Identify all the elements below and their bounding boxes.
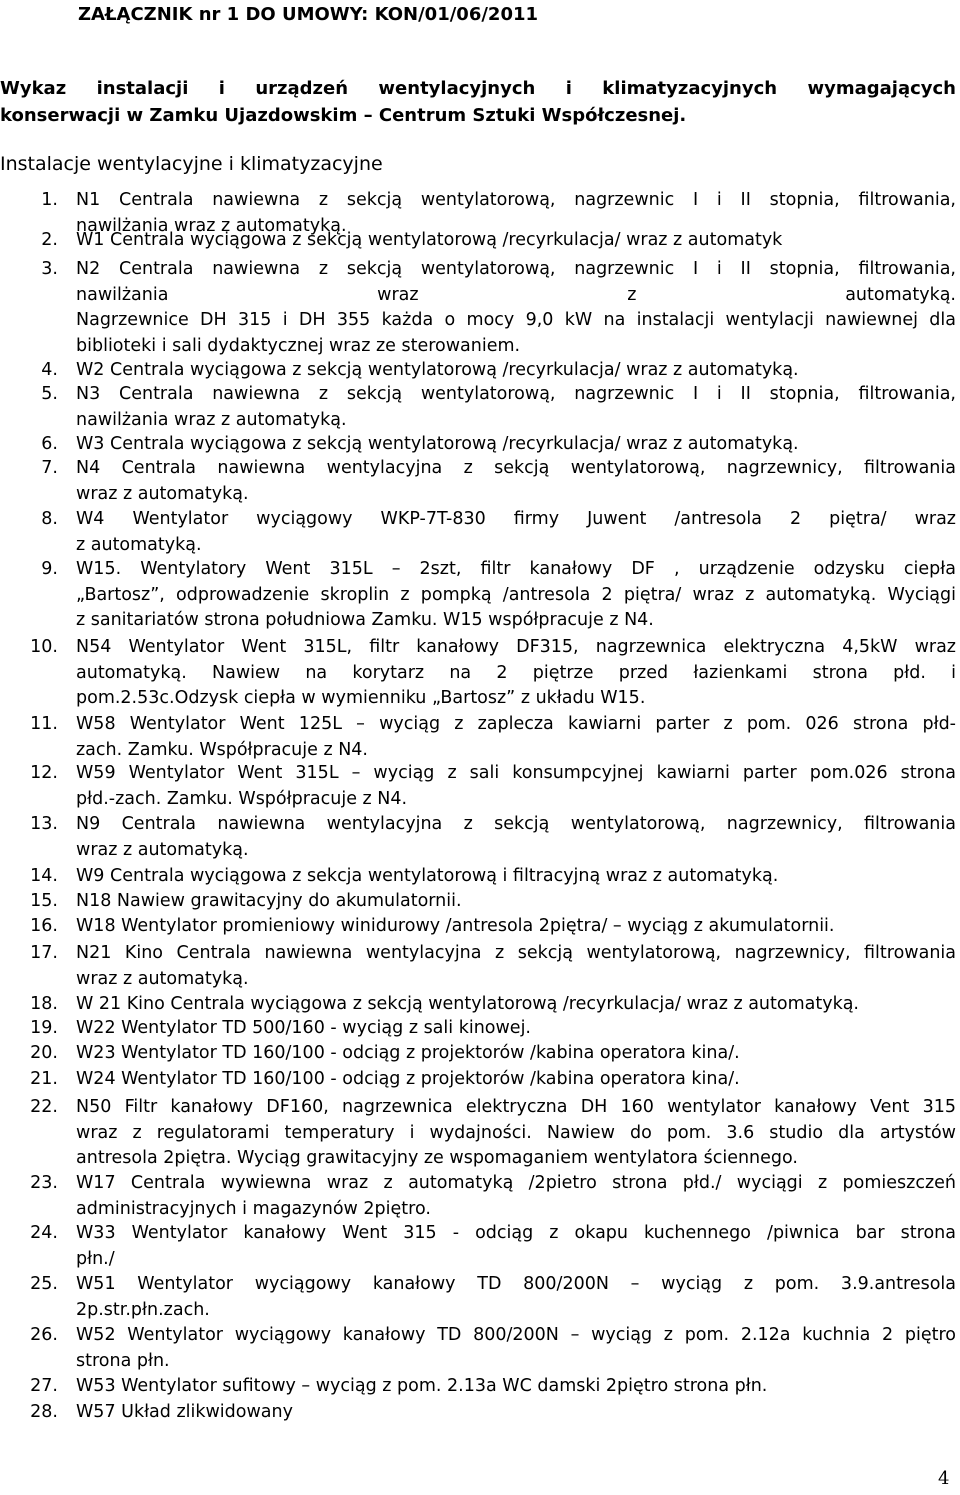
list-item-line: W33 Wentylator kanałowy Went 315 - odciąg z okapu kuchennego /piwnica bar strona [76,1223,956,1243]
list-item-line: automatyką. Nawiew na korytarz na 2 piętrze przed łazienkami strona płd. i [76,662,956,683]
list-item-number: 4. [41,360,58,380]
list-item-line: W18 Wentylator promieniowy winidurowy /antresola 2piętra/ – wyciąg z akumulatornii. [76,916,835,936]
list-item-number: 11. [30,714,58,734]
list-item-number: 26. [30,1325,58,1345]
list-item-number: 23. [30,1173,58,1193]
list-item-number: 10. [30,637,58,657]
list-item-line: N21 Kino Centrala nawiewna wentylacyjna z sekcją wentylatorową, nagrzewnicy, filtrowania [76,943,956,963]
list-item-number: 14. [30,866,58,886]
list-item-number: 2. [41,230,58,250]
list-item-number: 25. [30,1274,58,1294]
list-item-number: 17. [30,943,58,963]
list-item-number: 16. [30,916,58,936]
list-item-line: W57 Układ zlikwidowany [76,1402,293,1422]
list-item-line: W59 Wentylator Went 315L – wyciąg z sali konsumpcyjnej kawiarni parter pom.026 strona [76,763,956,783]
list-item-line: wraz z regulatorami temperatury i wydajności. Nawiew do pom. 3.6 studio dla artystów [76,1122,956,1143]
list-item-line: z automatyką. [76,534,202,555]
list-item-line: nawilżania wraz z automatyką. [76,284,956,305]
list-item-line: W 21 Kino Centrala wyciągowa z sekcją wentylatorową /recyrkulacja/ wraz z automatyką. [76,994,859,1014]
list-item-line: antresola 2piętra. Wyciąg grawitacyjny ze wspomaganiem wentylatora ściennego. [76,1148,798,1169]
list-item-line: N3 Centrala nawiewna z sekcją wentylatorową, nagrzewnic I i II stopnia, filtrowania, [76,384,956,404]
list-item-number: 22. [30,1097,58,1117]
list-item-line: N4 Centrala nawiewna wentylacyjna z sekcją wentylatorową, nagrzewnicy, filtrowania [76,458,956,478]
list-item-number: 5. [41,384,58,404]
attachment-title: ZAŁĄCZNIK nr 1 DO UMOWY: KON/01/06/2011 [78,4,539,25]
list-item-line: wraz z automatyką. [76,968,249,989]
list-item-line: N1 Centrala nawiewna z sekcją wentylatorową, nagrzewnic I i II stopnia, filtrowania, [76,190,956,210]
list-item-number: 1. [41,190,58,210]
document-title-line-2: konserwacji w Zamku Ujazdowskim – Centrum Sztuki Współczesnej. [0,105,687,126]
list-item-line: nawilżania wraz z automatyką. [76,215,347,236]
list-item-line: W58 Wentylator Went 125L – wyciąg z zaplecza kawiarni parter z pom. 026 strona płd- [76,714,956,734]
list-item-number: 6. [41,434,58,454]
list-item-number: 15. [30,891,58,911]
list-item-line: W1 Centrala wyciągowa z sekcją wentylatorową /recyrkulacja/ wraz z automatyk [76,230,783,250]
list-item-line: nawilżania wraz z automatyką. [76,409,347,430]
list-item-line: strona płn. [76,1350,170,1371]
list-item-line: W23 Wentylator TD 160/100 - odciąg z projektorów /kabina operatora kina/. [76,1043,740,1063]
section-title: Instalacje wentylacyjne i klimatyzacyjne [0,153,383,175]
list-item-number: 3. [41,259,58,279]
list-item-number: 12. [30,763,58,783]
list-item-line: zach. Zamku. Współpracuje z N4. [76,739,368,760]
list-item-line: W51 Wentylator wyciągowy kanałowy TD 800/200N – wyciąg z pom. 3.9.antresola [76,1274,956,1294]
list-item-line: z sanitariatów strona południowa Zamku. W15 współpracuje z N4. [76,610,654,631]
list-item-line: W2 Centrala wyciągowa z sekcją wentylatorową /recyrkulacja/ wraz z automatyką. [76,360,799,380]
list-item-number: 28. [30,1402,58,1422]
list-item-number: 18. [30,994,58,1014]
list-item-line: Nagrzewnice DH 315 i DH 355 każda o mocy 9,0 kW na instalacji wentylacji nawiewnej dla [76,310,956,331]
list-item-number: 20. [30,1043,58,1063]
list-item-number: 24. [30,1223,58,1243]
list-item-line: W9 Centrala wyciągowa z sekcja wentylatorową i filtracyjną wraz z automatyką. [76,866,779,886]
list-item-number: 13. [30,814,58,834]
list-item-line: N50 Filtr kanałowy DF160, nagrzewnica elektryczna DH 160 wentylator kanałowy Vent 315 [76,1097,956,1117]
list-item-line: pom.2.53c.Odzysk ciepła w wymienniku „Bartosz” z układu W15. [76,688,646,709]
list-item-line: W4 Wentylator wyciągowy WKP-7T-830 firmy Juwent /antresola 2 piętra/ wraz [76,509,956,529]
list-item-line: płn./ [76,1248,115,1269]
list-item-number: 7. [41,458,58,478]
list-item-line: „Bartosz”, odprowadzenie skroplin z pompką /antresola 2 piętra/ wraz z automatyką. Wyciągi [76,584,956,605]
list-item-line: W22 Wentylator TD 500/160 - wyciąg z sali kinowej. [76,1018,531,1038]
list-item-line: W3 Centrala wyciągowa z sekcją wentylatorową /recyrkulacja/ wraz z automatyką. [76,434,799,454]
list-item-line: administracyjnych i magazynów 2piętro. [76,1198,431,1219]
list-item-number: 8. [41,509,58,529]
list-item-number: 21. [30,1069,58,1089]
list-item-line: W52 Wentylator wyciągowy kanałowy TD 800/200N – wyciąg z pom. 2.12a kuchnia 2 piętro [76,1325,956,1345]
list-item-line: W24 Wentylator TD 160/100 - odciąg z projektorów /kabina operatora kina/. [76,1069,740,1089]
list-item-number: 19. [30,1018,58,1038]
list-item-number: 27. [30,1376,58,1396]
page-number: 4 [938,1468,950,1489]
document-title-line-1: Wykaz instalacji i urządzeń wentylacyjnych i klimatyzacyjnych wymagających [0,78,956,99]
list-item-line: W17 Centrala wywiewna wraz z automatyką /2pietro strona płd./ wyciągi z pomieszczeń [76,1173,956,1193]
list-item-line: N2 Centrala nawiewna z sekcją wentylatorową, nagrzewnic I i II stopnia, filtrowania, [76,259,956,279]
list-item-line: wraz z automatyką. [76,483,249,504]
list-item-line: N9 Centrala nawiewna wentylacyjna z sekcją wentylatorową, nagrzewnicy, filtrowania [76,814,956,834]
list-item-number: 9. [41,559,58,579]
list-item-line: wraz z automatyką. [76,839,249,860]
list-item-line: W15. Wentylatory Went 315L – 2szt, filtr kanałowy DF , urządzenie odzysku ciepła [76,559,956,579]
list-item-line: N54 Wentylator Went 315L, filtr kanałowy DF315, nagrzewnica elektryczna 4,5kW wraz [76,637,956,657]
list-item-line: N18 Nawiew grawitacyjny do akumulatornii. [76,891,462,911]
list-item-line: biblioteki i sali dydaktycznej wraz ze sterowaniem. [76,335,521,356]
list-item-line: W53 Wentylator sufitowy – wyciąg z pom. 2.13a WC damski 2piętro strona płn. [76,1376,768,1396]
list-item-line: 2p.str.płn.zach. [76,1299,210,1320]
list-item-line: płd.-zach. Zamku. Współpracuje z N4. [76,788,408,809]
